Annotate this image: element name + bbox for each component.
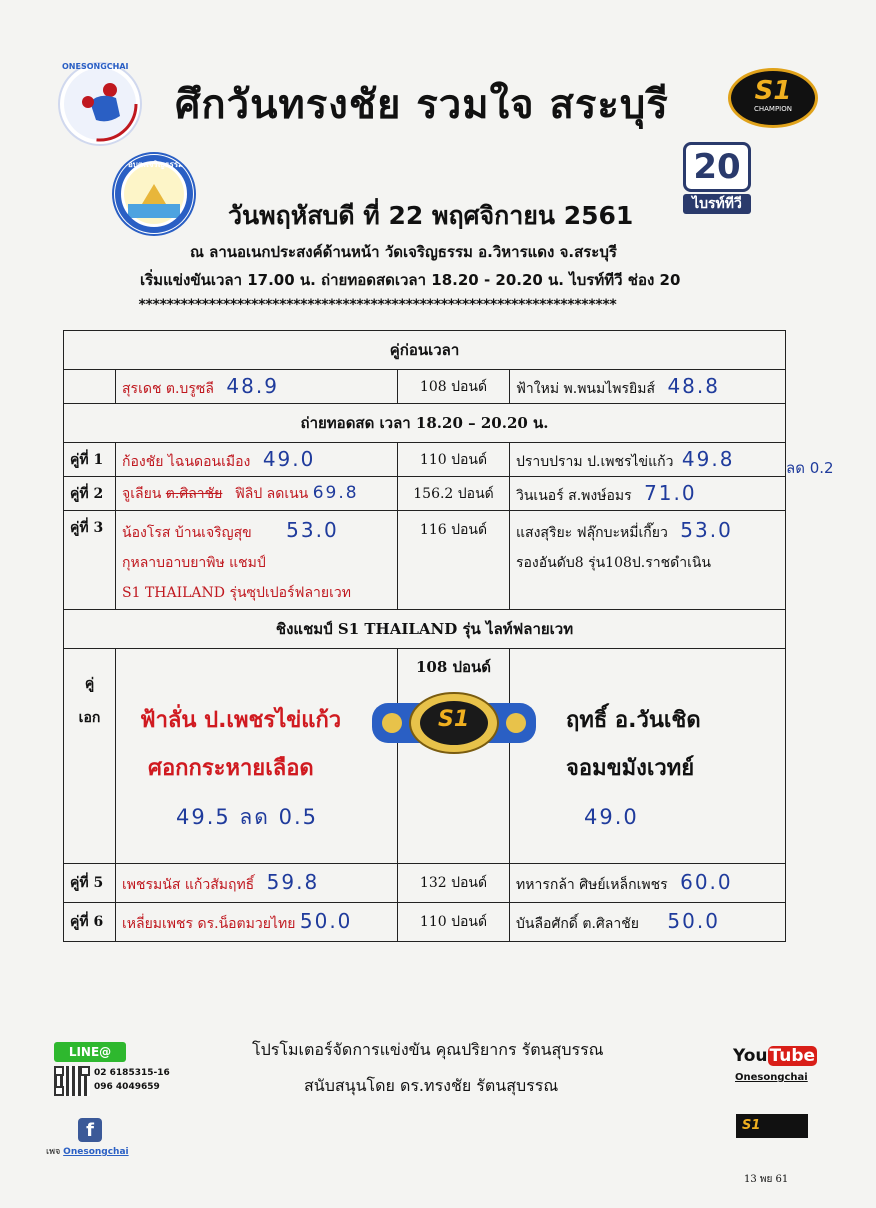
blue-weight: 48.8 <box>667 373 720 398</box>
main-red-fighter-name: ฟ้าลั่น ป.เพชรไข่แก้ว <box>140 708 342 733</box>
star-divider: ******************************************************************** <box>138 297 616 313</box>
blue-weight: 49.8 <box>681 446 735 471</box>
channel-number: 20 <box>683 142 751 192</box>
blue-corner <box>510 511 786 610</box>
red-fighter-name: เหลี่ยมเพชร ดร.น็อตมวยไทย <box>122 916 296 932</box>
bout-number: คู่ที่ 5 <box>64 864 116 903</box>
boxer-icon <box>60 64 140 144</box>
bout-row <box>64 477 786 511</box>
red-fighter-name: เพชรมนัส แก้วสัมฤทธิ์ <box>122 877 255 893</box>
prelim-header-row <box>64 331 786 370</box>
youtube-tube: Tube <box>769 1046 816 1066</box>
main-blue-weight: 49.0 <box>584 805 639 829</box>
channel-name: ไบรท์ทีวี <box>683 194 751 214</box>
event-date: วันพฤหัสบดี ที่ 22 พฤศจิกายน 2561 <box>228 201 634 230</box>
bout-pounds: 116 ปอนด์ <box>398 511 510 610</box>
bout-row <box>64 864 786 903</box>
red-corner <box>116 903 398 942</box>
red-replacement-name: ฟิลิป ลดเนน <box>234 485 309 502</box>
line-label: LINE@ <box>68 1045 112 1059</box>
blue-fighter-name: บันลือศักดิ์ ต.ศิลาชัย <box>516 916 639 932</box>
title-fight-header-row <box>64 610 786 649</box>
red-fighter-name: จูเลียน <box>122 485 162 502</box>
blue-weight: 71.0 <box>644 480 697 505</box>
bout-number: คู่ที่ 3 <box>64 511 116 610</box>
main-red-fighter-nickname: ศอกกระหายเลือด <box>148 756 314 781</box>
fight-card-table <box>63 330 786 942</box>
belt-text: S1 <box>438 707 470 732</box>
facebook-page[interactable] <box>46 1144 129 1158</box>
s1-champion-logo <box>728 68 818 128</box>
red-fighter-title: กุหลาบอาบยาพิษ แชมป์ <box>122 555 266 571</box>
red-corner <box>116 511 398 610</box>
s1-logo-sub: CHAMPION <box>753 105 792 113</box>
youtube-logo[interactable] <box>733 1046 817 1066</box>
red-corner <box>116 864 398 903</box>
main-blue-fighter-name: ฤทธิ์ อ.วันเชิด <box>566 708 701 733</box>
red-weight: 53.0 <box>286 518 339 542</box>
red-corner <box>116 443 398 477</box>
blue-fighter-name: วินเนอร์ ส.พงษ์อมร <box>516 487 632 504</box>
bright-tv-logo <box>683 142 751 216</box>
main-event-label-1: คู่ <box>84 676 95 692</box>
temple-logo <box>112 152 196 236</box>
bout-number: คู่ที่ 1 <box>64 443 116 477</box>
youtube-channel[interactable]: Onesongchai <box>735 1072 808 1083</box>
prelim-section-title: คู่ก่อนเวลา <box>64 331 786 370</box>
main-event-label-2: เอก <box>78 710 101 726</box>
main-blue-fighter-nickname: จอมขมังเวทย์ <box>566 756 695 781</box>
blue-corner <box>510 443 786 477</box>
blue-corner <box>510 903 786 942</box>
blue-corner <box>510 477 786 511</box>
blue-corner <box>510 864 786 903</box>
red-weight: 49.0 <box>262 446 316 471</box>
phone-1: 02 6185315-16 <box>94 1068 170 1078</box>
line-badge[interactable] <box>54 1042 126 1062</box>
event-time: เริ่มแข่งขันเวลา 17.00 น. ถ่ายทอดสดเวลา 18.20 - 20.20 น. ไบรท์ทีวี ช่อง 20 <box>140 271 681 289</box>
live-section-title: ถ่ายทอดสด เวลา 18.20 – 20.20 น. <box>64 404 786 443</box>
main-event-row <box>64 649 786 864</box>
date-stamp: 13 พย 61 <box>744 1174 789 1185</box>
bout-row <box>64 443 786 477</box>
facebook-page-prefix: เพจ <box>46 1147 61 1157</box>
bout-pounds: 132 ปอนด์ <box>398 864 510 903</box>
blue-fighter-name: ฟ้าใหม่ พ.พนมไพรยิมส์ <box>516 380 655 397</box>
temple-logo-text: อบต.เจริญธรรม <box>128 160 184 169</box>
blue-weight: 53.0 <box>680 518 733 542</box>
youtube-you: You <box>733 1046 768 1066</box>
blue-fighter-name: ปราบปราม ป.เพชรไข่แก้ว <box>516 453 674 470</box>
facebook-icon[interactable]: f <box>78 1118 102 1142</box>
red-corner <box>116 477 398 511</box>
live-header-row <box>64 404 786 443</box>
bout-pounds: 110 ปอนด์ <box>398 443 510 477</box>
bout-pounds: 156.2 ปอนด์ <box>398 477 510 511</box>
bout-pounds: 110 ปอนด์ <box>398 903 510 942</box>
main-red-weight: 49.5 ลด 0.5 <box>176 805 319 829</box>
event-venue: ณ ลานอเนกประสงค์ด้านหน้า วัดเจริญธรรม อ.วิหารแดง จ.สระบุรี <box>190 243 617 261</box>
onesongchai-logo-text: ONESONGCHAI <box>62 62 129 71</box>
red-weight: 59.8 <box>266 870 320 894</box>
blue-fighter-name: แสงสุริยะ ฟลุ๊กบะหมี่เกี๊ยว <box>516 525 668 541</box>
bout-1-handwritten-note: ลด 0.2 <box>786 459 834 477</box>
blue-corner <box>510 370 786 404</box>
red-struck-name: ต.ศิลาชัย <box>165 485 223 502</box>
title-fight-section-title: ชิงแชมป์ S1 THAILAND รุ่น ไลท์ฟลายเวท <box>64 610 786 649</box>
championship-belt <box>370 691 538 755</box>
facebook-page-name: Onesongchai <box>63 1147 129 1157</box>
promoter-text: โปรโมเตอร์จัดการแข่งขัน คุณปริยากร รัตนสุบรรณ <box>252 1040 604 1059</box>
phone-2: 096 4049659 <box>94 1082 160 1092</box>
red-fighter-name: ก้องชัย ไฉนดอนเมือง <box>122 453 251 470</box>
red-weight: 48.9 <box>226 373 279 398</box>
red-fighter-name: น้องโรส บ้านเจริญสุข <box>122 525 252 541</box>
blue-fighter-name: ทหารกล้า ศิษย์เหล็กเพชร <box>516 877 668 893</box>
bout-row <box>64 511 786 610</box>
blue-fighter-rank: รองอันดับ8 รุ่น108ป.ราชดำเนิน <box>516 555 711 571</box>
sponsor-text: สนับสนุนโดย ดร.ทรงชัย รัตนสุบรรณ <box>304 1076 559 1095</box>
qr-code-icon <box>54 1066 90 1096</box>
main-pounds: 108 ปอนด์ <box>415 658 492 676</box>
red-fighter-name: สุรเดช ต.บรูซลี <box>122 380 214 397</box>
s1-logo-text: S1 <box>754 76 792 106</box>
bout-row <box>64 903 786 942</box>
blue-weight: 60.0 <box>680 870 733 894</box>
bout-number: คู่ที่ 2 <box>64 477 116 511</box>
red-fighter-title-2: S1 THAILAND รุ่นซุปเปอร์ฟลายเวท <box>122 585 351 601</box>
prelim-bout-row <box>64 370 786 404</box>
bout-pounds: 108 ปอนด์ <box>398 370 510 404</box>
main-pounds-cell <box>398 649 510 864</box>
qr-code <box>54 1066 90 1096</box>
main-blue-corner <box>510 649 786 864</box>
bout-number <box>64 370 116 404</box>
red-weight: 50.0 <box>299 909 353 933</box>
onesongchai-logo <box>58 62 142 146</box>
red-corner <box>116 370 398 404</box>
s1-small-logo-text: S1 <box>742 1118 761 1133</box>
main-red-corner <box>116 649 398 864</box>
event-title: ศึกวันทรงชัย รวมใจ สระบุรี <box>175 82 669 128</box>
main-event-label <box>64 649 116 864</box>
bout-number: คู่ที่ 6 <box>64 903 116 942</box>
s1-small-logo <box>736 1114 808 1138</box>
blue-weight: 50.0 <box>667 909 720 933</box>
red-weight: 69.8 <box>312 482 359 503</box>
